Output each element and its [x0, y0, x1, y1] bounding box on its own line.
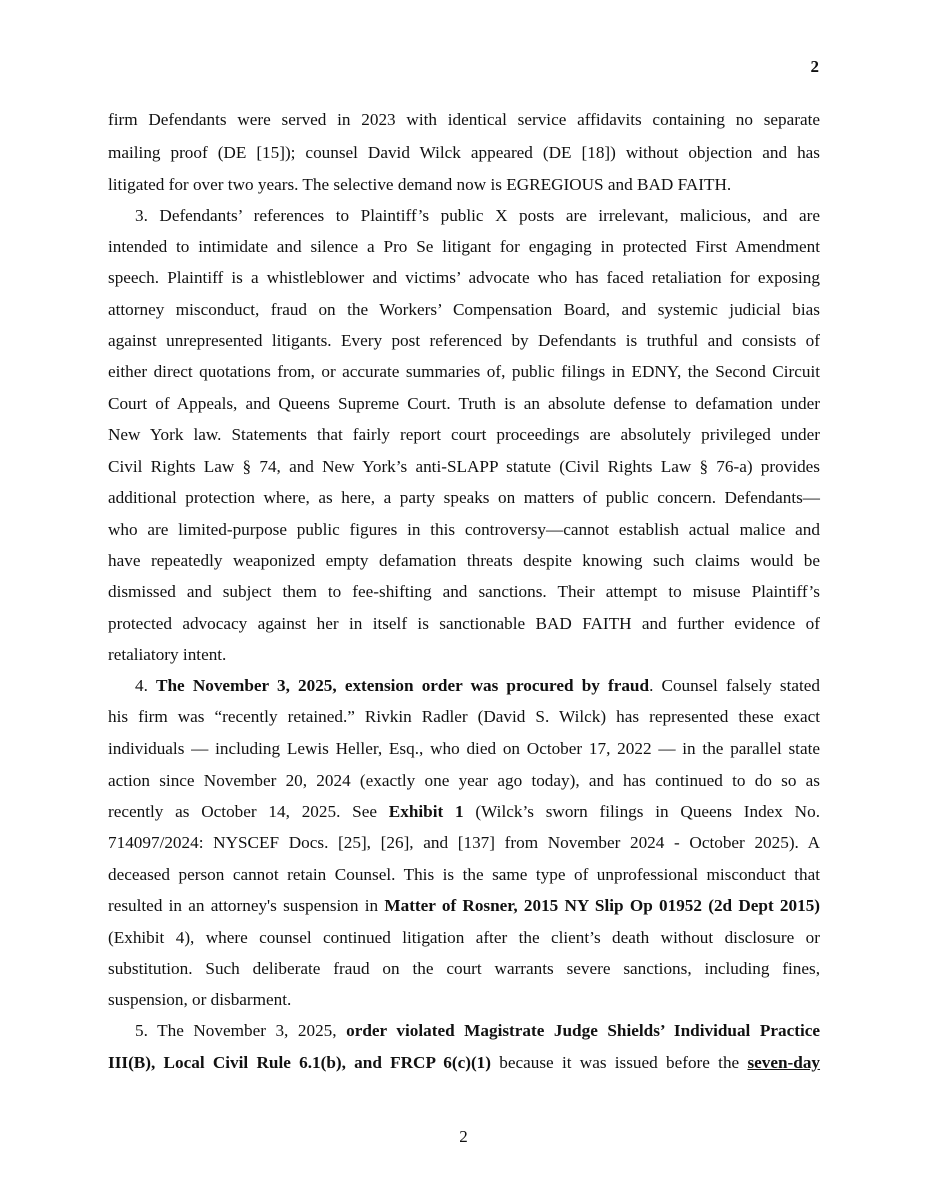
text-line: who are limited-purpose public figures in this controversy—cannot establish actual malice and [108, 520, 820, 539]
text-line: individuals — including Lewis Heller, Esq., who died on October 17, 2022 — in the parallel state [108, 739, 820, 758]
text-line: his firm was “recently retained.” Rivkin Radler (David S. Wilck) has represented these exact [108, 707, 820, 726]
bold-text: order violated Magistrate Judge Shields’ Individual Practice [346, 1021, 820, 1040]
text-segment: 5. The November 3, 2025, [135, 1021, 337, 1040]
text-line: (Exhibit 4), where counsel continued litigation after the client’s death without disclosure or [108, 928, 820, 947]
text-line [108, 889, 820, 922]
exhibit-reference: Exhibit 1 [388, 802, 464, 821]
bold-text: III(B), Local Civil Rule 6.1(b), and FRCP 6(c)(1) [108, 1053, 492, 1072]
bold-heading: The November 3, 2025, extension order was procured by fraud [156, 676, 650, 695]
text-line: mailing proof (DE [15]); counsel David Wilck appeared (DE [18]) without objection and has [108, 143, 820, 162]
text-segment: (Wilck’s sworn filings in Queens Index No. [475, 802, 820, 821]
text-line: firm Defendants were served in 2023 with identical service affidavits containing no separate [108, 110, 820, 129]
text-line: suspension, or disbarment. [108, 990, 292, 1009]
text-line: 714097/2024: NYSCEF Docs. [25], [26], and [137] from November 2024 - October 2025). A [108, 833, 820, 852]
text-line: speech. Plaintiff is a whistleblower and victims’ advocate who has faced retaliation for exposing [108, 268, 820, 287]
text-line: attorney misconduct, fraud on the Workers’ Compensation Board, and systemic judicial bias [108, 300, 820, 319]
text-line: Court of Appeals, and Queens Supreme Court. Truth is an absolute defense to defamation under [108, 394, 820, 413]
text-line [108, 795, 820, 828]
text-segment: recently as October 14, 2025. See [108, 802, 377, 821]
text-line: action since November 20, 2024 (exactly one year ago today), and has continued to do so as [108, 771, 820, 790]
text-line: additional protection where, as here, a party speaks on matters of public concern. Defendants— [108, 488, 820, 507]
paragraph-number: 4. [135, 676, 148, 695]
text-line: either direct quotations from, or accurate summaries of, public filings in EDNY, the Second Circuit [108, 362, 820, 381]
underlined-bold-text: seven-day [747, 1053, 821, 1072]
text-line: have repeatedly weaponized empty defamation threats despite knowing such claims would be [108, 551, 820, 570]
paragraph-5-first-line [135, 1014, 820, 1047]
case-citation: Matter of Rosner, 2015 NY Slip Op 01952 (2d Dept 2015) [384, 896, 821, 915]
text-segment: resulted in an attorney's suspension in [108, 896, 379, 915]
text-line: against unrepresented litigants. Every post referenced by Defendants is truthful and consists of [108, 331, 820, 350]
paragraph-4-first-line [135, 669, 820, 702]
text-line: retaliatory intent. [108, 645, 227, 664]
page-number-bottom: 2 [459, 1127, 468, 1146]
text-line: deceased person cannot retain Counsel. This is the same type of unprofessional misconduct that [108, 865, 820, 884]
text-line: protected advocacy against her in itself is sanctionable BAD FAITH and further evidence of [108, 614, 820, 633]
text-segment: because it was issued before the [499, 1053, 740, 1072]
paragraph-3-first-line: 3. Defendants’ references to Plaintiff’s public X posts are irrelevant, malicious, and are [135, 206, 820, 225]
text-line: intended to intimidate and silence a Pro Se litigant for engaging in protected First Amendment [108, 237, 820, 256]
text-line [108, 1046, 820, 1079]
text-line: Civil Rights Law § 74, and New York’s anti-SLAPP statute (Civil Rights Law § 76-a) provides [108, 457, 820, 476]
text-line: substitution. Such deliberate fraud on the court warrants severe sanctions, including fines, [108, 959, 820, 978]
text-line: litigated for over two years. The selective demand now is EGREGIOUS and BAD FAITH. [108, 175, 732, 194]
text-segment: . Counsel falsely stated [649, 676, 821, 695]
page-number-top: 2 [810, 57, 819, 76]
text-line: New York law. Statements that fairly report court proceedings are absolutely privileged under [108, 425, 820, 444]
text-line: dismissed and subject them to fee-shifting and sanctions. Their attempt to misuse Plaintiff’s [108, 582, 820, 601]
